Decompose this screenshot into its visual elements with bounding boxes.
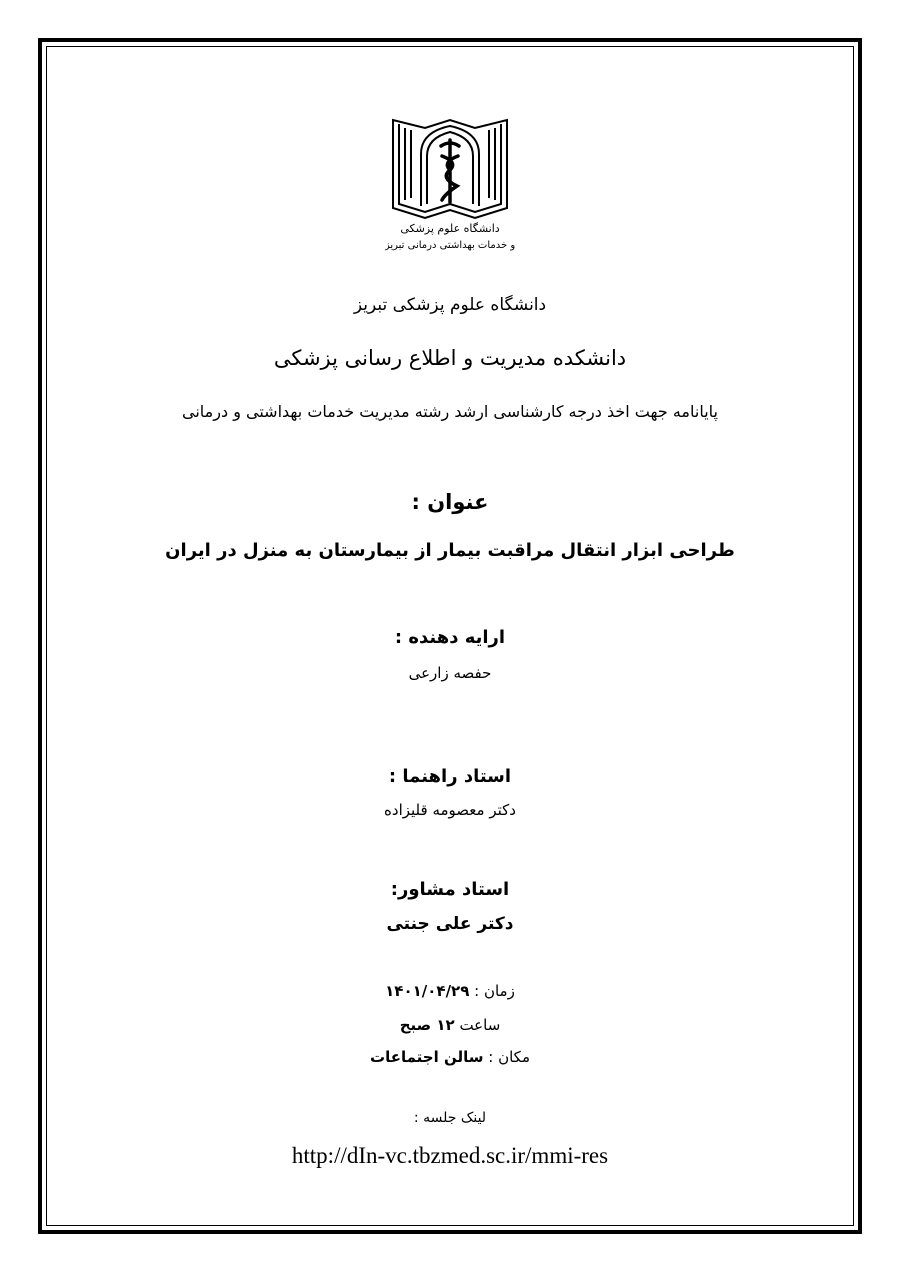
logo-caption bbox=[385, 222, 515, 251]
date-label: زمان : bbox=[474, 982, 515, 1000]
session-date bbox=[0, 982, 900, 1000]
svg-text:دانشگاه علوم پزشکی: دانشگاه علوم پزشکی bbox=[400, 222, 500, 235]
title-label: عنوان : bbox=[411, 490, 489, 514]
faculty-name: دانشکده مدیریت و اطلاع رسانی پزشکی bbox=[273, 346, 627, 370]
thesis-title: طراحی ابزار انتقال مراقبت بیمار از بیمارستان به منزل در ایران bbox=[165, 540, 735, 561]
thesis-statement: پایانامه جهت اخذ درجه کارشناسی ارشد رشته مدیریت خدمات بهداشتی و درمانی bbox=[182, 402, 718, 421]
place-value: سالن اجتماعات bbox=[370, 1048, 484, 1066]
supervisor-name: دکتر معصومه قلیزاده bbox=[384, 801, 516, 819]
time-value: ۱۲ صبح bbox=[399, 1016, 455, 1034]
svg-text:و خدمات بهداشتی درمانی تبریز: و خدمات بهداشتی درمانی تبریز bbox=[385, 240, 515, 251]
session-time bbox=[0, 1016, 900, 1034]
advisor-name: دکتر علی جنتی bbox=[386, 914, 514, 934]
time-label: ساعت bbox=[459, 1016, 501, 1034]
session-link[interactable]: http://dIn-vc.tbzmed.sc.ir/mmi-res bbox=[291, 1143, 609, 1168]
date-value: ۱۴۰۱/۰۴/۲۹ bbox=[385, 982, 470, 1000]
supervisor-label: استاد راهنما : bbox=[388, 766, 512, 787]
university-name: دانشگاه علوم پزشکی تبریز bbox=[353, 295, 547, 315]
advisor-label: استاد مشاور: bbox=[390, 879, 510, 900]
session-place bbox=[0, 1048, 900, 1066]
university-logo bbox=[385, 110, 515, 260]
session-link-label: لینک جلسه : bbox=[413, 1110, 487, 1126]
place-label: مکان : bbox=[488, 1048, 530, 1066]
university-emblem-icon bbox=[385, 110, 515, 260]
presenter-label: ارایه دهنده : bbox=[394, 627, 506, 648]
presenter-name: حفصه زارعی bbox=[408, 664, 492, 682]
